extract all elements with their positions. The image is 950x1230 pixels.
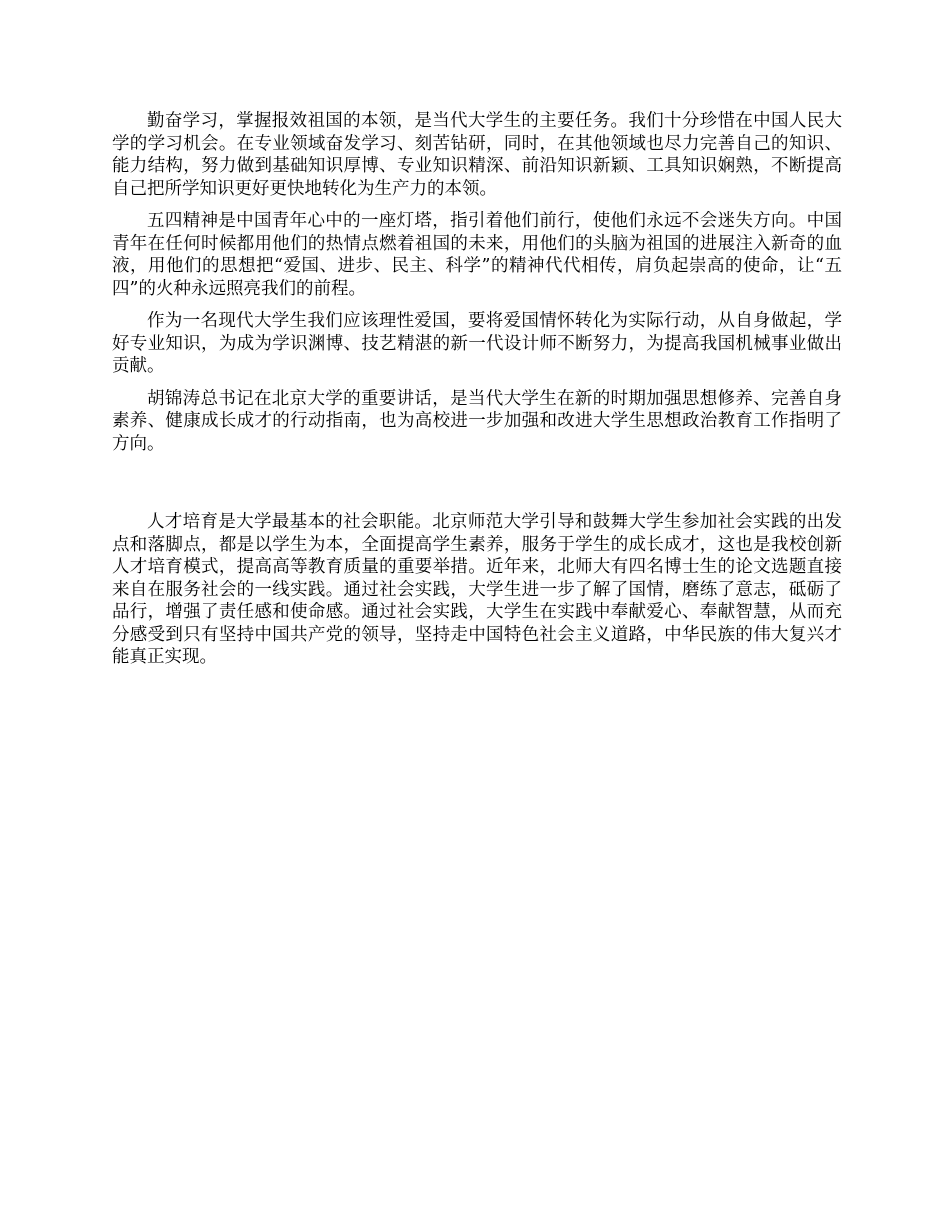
document-body — [112, 110, 842, 679]
section-gap — [112, 465, 842, 511]
paragraph-study: 勤奋学习，掌握报效祖国的本领，是当代大学生的主要任务。我们十分珍惜在中国人民大学的学习机会。在专业领域奋发学习、刻苦钻研，同时，在其他领域也尽力完善自己的知识、能力结构，努力做到基础知识厚博、专业知识精深、前沿知识新颖、工具知识娴熟，不断提高自己把所学知识更好更快地转化为生产力的本领。 — [112, 111, 842, 199]
paragraph-speech: 胡锦涛总书记在北京大学的重要讲话，是当代大学生在新的时期加强思想修养、完善自身素养、健康成长成才的行动指南，也为高校进一步加强和改进大学生思想政治教育工作指明了方向。 — [112, 388, 842, 454]
paragraph-may-fourth: 五四精神是中国青年心中的一座灯塔，指引着他们前行，使他们永远不会迷失方向。中国青年在任何时候都用他们的热情点燃着祖国的未来，用他们的头脑为祖国的进展注入新奇的血液，用他们的思想把“爱国、进步、民主、科学”的精神代代相传，肩负起崇高的使命，让“五四”的火种永远照亮我们的前程。 — [112, 211, 842, 299]
paragraph-talent-cultivation: 人才培育是大学最基本的社会职能。北京师范大学引导和鼓舞大学生参加社会实践的出发点和落脚点，都是以学生为本，全面提高学生素养，服务于学生的成长成才，这也是我校创新人才培育模式，提高高等教育质量的重要举措。近年来，北师大有四名博士生的论文选题直接来自在服务社会的一线实践。通过社会实践，大学生进一步了解了国情，磨练了意志，砥砺了品行，增强了责任感和使命感。通过社会实践，大学生在实践中奉献爱心、奉献智慧，从而充分感受到只有坚持中国共产党的领导，坚持走中国特色社会主义道路，中华民族的伟大复兴才能真正实现。 — [112, 512, 842, 667]
paragraph-patriotism: 作为一名现代大学生我们应该理性爱国，要将爱国情怀转化为实际行动，从自身做起，学好专业知识，为成为学识渊博、技艺精湛的新一代设计师不断努力，为提高我国机械事业做出贡献。 — [112, 311, 842, 376]
